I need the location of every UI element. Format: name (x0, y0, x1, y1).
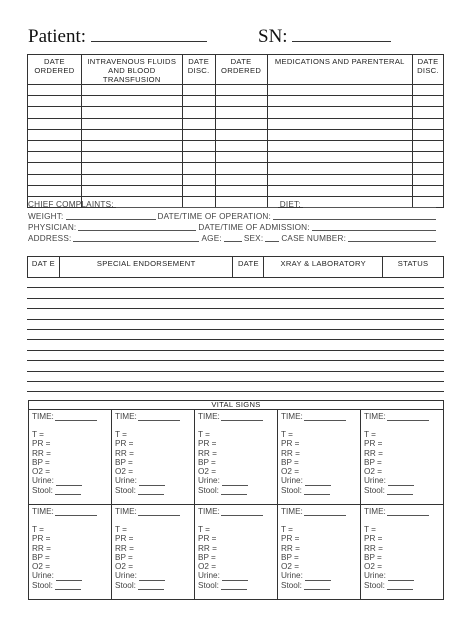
stool-label: Stool: (364, 485, 385, 495)
urine-label: Urine: (364, 476, 386, 486)
vital-param[interactable]: RR = (198, 543, 217, 553)
urine-field (32, 476, 111, 485)
time-label: TIME: (32, 507, 54, 516)
table-cell[interactable] (182, 107, 215, 118)
vital-param[interactable]: O2 = (364, 467, 382, 477)
vital-param[interactable]: BP = (281, 552, 299, 562)
vital-param[interactable]: T = (198, 525, 210, 534)
time-label: TIME: (198, 412, 220, 421)
table-row (28, 107, 444, 118)
col-date-disc: DATE DISC. (182, 55, 215, 85)
chief-complaints-line[interactable] (116, 200, 278, 208)
table-row (28, 140, 444, 151)
address-line[interactable] (73, 234, 199, 242)
table-cell[interactable] (215, 107, 267, 118)
time-line[interactable] (138, 413, 180, 421)
vital-param[interactable]: RR = (281, 448, 300, 458)
urine-field (115, 571, 194, 580)
table-cell[interactable] (215, 140, 267, 151)
urine-line[interactable] (305, 574, 331, 581)
table-row (28, 129, 444, 140)
time-label: TIME: (32, 412, 54, 421)
stool-line[interactable] (221, 583, 247, 590)
vital-param[interactable]: T = (115, 430, 127, 439)
address-label: ADDRESS: (28, 234, 72, 244)
endorsement-line[interactable] (27, 330, 444, 340)
vital-param[interactable]: T = (32, 430, 44, 439)
endorsement-line[interactable] (27, 361, 444, 371)
weight-label: WEIGHT: (28, 211, 64, 221)
table-row (28, 163, 444, 174)
info-row-1 (28, 198, 438, 209)
table-cell[interactable] (81, 107, 182, 118)
col-date-ordered: DATE ORDERED (28, 55, 82, 85)
table-cell[interactable] (81, 185, 182, 196)
time-field (364, 410, 443, 421)
vital-param[interactable]: PR = (281, 439, 300, 449)
weight-line[interactable] (66, 212, 156, 220)
urine-label: Urine: (32, 571, 54, 581)
table-cell[interactable] (182, 163, 215, 174)
stool-label: Stool: (198, 485, 219, 495)
age-label: AGE: (201, 234, 222, 244)
vital-param[interactable]: RR = (364, 448, 383, 458)
vital-signs-cell (29, 505, 112, 600)
vital-param[interactable]: O2 = (198, 562, 216, 572)
table-cell[interactable] (182, 140, 215, 151)
table-cell[interactable] (81, 140, 182, 151)
vital-param[interactable]: O2 = (281, 467, 299, 477)
table-cell[interactable] (28, 107, 82, 118)
table-cell[interactable] (215, 96, 267, 107)
table-cell[interactable] (28, 140, 82, 151)
vital-param[interactable]: PR = (115, 439, 134, 449)
vital-param[interactable]: PR = (281, 534, 300, 544)
stool-field (281, 486, 360, 495)
sn-label: SN: (258, 26, 288, 47)
urine-field (364, 476, 443, 485)
operation-line[interactable] (273, 212, 436, 220)
table-cell[interactable] (413, 140, 444, 151)
endorsement-line[interactable] (27, 320, 444, 330)
physician-line[interactable] (78, 223, 196, 231)
table-row (28, 174, 444, 185)
info-row-2 (28, 209, 438, 220)
table-cell[interactable] (413, 185, 444, 196)
vital-param[interactable]: PR = (364, 439, 383, 449)
table-cell[interactable] (413, 107, 444, 118)
endorsement-line[interactable] (27, 372, 444, 382)
vital-signs-cell (195, 505, 278, 600)
urine-line[interactable] (139, 574, 165, 581)
table-row (28, 152, 444, 163)
table-cell[interactable] (267, 163, 412, 174)
vital-param[interactable]: BP = (115, 457, 133, 467)
table-cell[interactable] (267, 118, 412, 129)
stool-field (364, 486, 443, 495)
time-line[interactable] (55, 508, 97, 516)
sn-line[interactable] (292, 26, 391, 42)
col-iv-fluids: INTRAVENOUS FLUIDS AND BLOOD TRANSFUSION (81, 55, 182, 85)
vital-param[interactable]: T = (281, 525, 293, 534)
info-row-3 (28, 221, 438, 232)
patient-line[interactable] (91, 26, 207, 42)
endorsement-line[interactable] (27, 351, 444, 361)
table-cell[interactable] (215, 174, 267, 185)
vital-param[interactable]: BP = (281, 457, 299, 467)
time-line[interactable] (387, 413, 429, 421)
vital-signs-row (29, 410, 444, 505)
vital-param[interactable]: O2 = (115, 467, 133, 477)
time-field (32, 410, 111, 421)
table-row (28, 85, 444, 96)
table-cell[interactable] (413, 118, 444, 129)
time-field (198, 410, 277, 421)
table-cell[interactable] (28, 185, 82, 196)
vital-param[interactable]: BP = (32, 552, 50, 562)
vital-signs-cell (112, 505, 195, 600)
vital-signs-cell (361, 410, 444, 505)
col-medications: MEDICATIONS AND PARENTERAL (267, 55, 412, 85)
urine-line[interactable] (388, 574, 414, 581)
stool-field (281, 581, 360, 590)
table-cell[interactable] (182, 118, 215, 129)
vital-param[interactable]: PR = (32, 439, 51, 449)
urine-line[interactable] (305, 479, 331, 486)
urine-field (115, 476, 194, 485)
time-line[interactable] (221, 508, 263, 516)
stool-label: Stool: (198, 580, 219, 590)
patient-info-section (28, 198, 438, 243)
sex-label: SEX: (243, 234, 264, 244)
table-cell[interactable] (413, 85, 444, 96)
vital-param[interactable]: RR = (115, 543, 134, 553)
urine-label: Urine: (281, 476, 303, 486)
vital-param[interactable]: BP = (198, 457, 216, 467)
vital-param[interactable]: PR = (198, 439, 217, 449)
table-cell[interactable] (81, 152, 182, 163)
vital-signs-title: VITAL SIGNS (29, 401, 444, 410)
stool-field (198, 486, 277, 495)
table-cell[interactable] (267, 174, 412, 185)
urine-field (198, 571, 277, 580)
stool-line[interactable] (55, 488, 81, 495)
urine-label: Urine: (364, 571, 386, 581)
operation-label: DATE/TIME OF OPERATION: (157, 211, 271, 221)
vital-param[interactable]: PR = (198, 534, 217, 544)
table-cell[interactable] (267, 152, 412, 163)
stool-field (32, 581, 111, 590)
endorsement-line[interactable] (27, 382, 444, 392)
stool-field (198, 581, 277, 590)
table-cell[interactable] (81, 96, 182, 107)
table-cell[interactable] (81, 174, 182, 185)
stool-field (115, 581, 194, 590)
case-number-line[interactable] (348, 234, 436, 242)
vital-param[interactable]: BP = (32, 457, 50, 467)
stool-line[interactable] (387, 583, 413, 590)
time-field (198, 505, 277, 516)
urine-label: Urine: (115, 476, 137, 486)
urine-field (32, 571, 111, 580)
urine-label: Urine: (198, 476, 220, 486)
endorsement-table (27, 256, 444, 278)
stool-line[interactable] (138, 488, 164, 495)
vital-signs-cell (112, 410, 195, 505)
diet-line[interactable] (303, 200, 436, 208)
time-field (115, 505, 194, 516)
vital-param[interactable]: O2 = (364, 562, 382, 572)
vital-param[interactable]: RR = (364, 543, 383, 553)
col-date-2: DATE (233, 257, 264, 278)
endorsement-line[interactable] (27, 288, 444, 298)
vital-param[interactable]: BP = (364, 552, 382, 562)
sn-field (258, 26, 391, 48)
col-date: DAT E (28, 257, 60, 278)
urine-label: Urine: (281, 571, 303, 581)
stool-label: Stool: (364, 580, 385, 590)
time-line[interactable] (221, 413, 263, 421)
stool-line[interactable] (221, 488, 247, 495)
stool-label: Stool: (32, 580, 53, 590)
table-cell[interactable] (267, 107, 412, 118)
time-field (115, 410, 194, 421)
urine-label: Urine: (115, 571, 137, 581)
table-cell[interactable] (215, 185, 267, 196)
vital-param[interactable]: T = (115, 525, 127, 534)
vital-param[interactable]: O2 = (115, 562, 133, 572)
vital-param[interactable]: O2 = (198, 467, 216, 477)
table-cell[interactable] (413, 174, 444, 185)
vital-signs-cell (29, 410, 112, 505)
time-field (281, 505, 360, 516)
age-line[interactable] (224, 234, 242, 242)
table-cell[interactable] (215, 163, 267, 174)
time-label: TIME: (364, 507, 386, 516)
time-line[interactable] (304, 508, 346, 516)
vital-param[interactable]: T = (364, 430, 376, 439)
stool-label: Stool: (281, 580, 302, 590)
col-date-disc-2: DATE DISC. (413, 55, 444, 85)
vital-param[interactable]: BP = (198, 552, 216, 562)
stool-line[interactable] (138, 583, 164, 590)
table-cell[interactable] (81, 129, 182, 140)
time-line[interactable] (387, 508, 429, 516)
urine-field (281, 476, 360, 485)
endorsement-lines (27, 278, 444, 392)
urine-field (198, 476, 277, 485)
time-field (281, 410, 360, 421)
vital-param[interactable]: RR = (115, 448, 134, 458)
table-row (28, 118, 444, 129)
table-cell[interactable] (28, 96, 82, 107)
urine-line[interactable] (222, 479, 248, 486)
time-label: TIME: (281, 412, 303, 421)
vital-signs-table (28, 400, 444, 600)
vital-param[interactable]: RR = (32, 448, 51, 458)
stool-line[interactable] (304, 583, 330, 590)
time-label: TIME: (198, 507, 220, 516)
sex-line[interactable] (265, 234, 279, 242)
vital-param[interactable]: O2 = (281, 562, 299, 572)
time-line[interactable] (304, 413, 346, 421)
time-label: TIME: (115, 507, 137, 516)
urine-line[interactable] (139, 479, 165, 486)
time-label: TIME: (115, 412, 137, 421)
table-cell[interactable] (413, 96, 444, 107)
stool-line[interactable] (387, 488, 413, 495)
table-cell[interactable] (267, 96, 412, 107)
table-cell[interactable] (81, 118, 182, 129)
table-cell[interactable] (267, 85, 412, 96)
table-cell[interactable] (182, 185, 215, 196)
urine-line[interactable] (56, 574, 82, 581)
patient-field (28, 26, 207, 48)
col-special-endorsement: SPECIAL ENDORSEMENT (59, 257, 233, 278)
table-cell[interactable] (182, 85, 215, 96)
table-cell[interactable] (81, 85, 182, 96)
table-cell[interactable] (28, 129, 82, 140)
endorsement-line[interactable] (27, 299, 444, 309)
patient-label: Patient: (28, 26, 87, 47)
table-cell[interactable] (267, 140, 412, 151)
table-cell[interactable] (28, 85, 82, 96)
time-label: TIME: (364, 412, 386, 421)
diet-label: DIET: (279, 200, 301, 210)
urine-field (281, 571, 360, 580)
table-cell[interactable] (413, 163, 444, 174)
table-cell[interactable] (28, 118, 82, 129)
vital-param[interactable]: T = (364, 525, 376, 534)
vital-param[interactable]: PR = (32, 534, 51, 544)
time-label: TIME: (281, 507, 303, 516)
vital-param[interactable]: O2 = (32, 467, 50, 477)
vital-signs-row (29, 505, 444, 600)
table-cell[interactable] (28, 174, 82, 185)
time-line[interactable] (55, 413, 97, 421)
vital-signs-cell (278, 505, 361, 600)
table-cell[interactable] (182, 96, 215, 107)
table-cell[interactable] (215, 152, 267, 163)
stool-label: Stool: (115, 580, 136, 590)
stool-line[interactable] (55, 583, 81, 590)
admission-line[interactable] (312, 223, 436, 231)
medication-table (27, 54, 444, 208)
table-cell[interactable] (413, 129, 444, 140)
info-row-4 (28, 232, 438, 243)
endorsement-line[interactable] (27, 340, 444, 350)
urine-line[interactable] (56, 479, 82, 486)
chief-complaints-label: CHIEF COMPLAINTS: (28, 200, 114, 210)
table-cell[interactable] (267, 129, 412, 140)
stool-label: Stool: (115, 485, 136, 495)
vital-signs-cell (195, 410, 278, 505)
endorsement-line[interactable] (27, 278, 444, 288)
vital-param[interactable]: O2 = (32, 562, 50, 572)
urine-label: Urine: (198, 571, 220, 581)
stool-field (364, 581, 443, 590)
urine-field (364, 571, 443, 580)
time-line[interactable] (138, 508, 180, 516)
table-cell[interactable] (28, 152, 82, 163)
urine-line[interactable] (222, 574, 248, 581)
physician-label: PHYSICIAN: (28, 222, 77, 232)
time-field (32, 505, 111, 516)
time-field (364, 505, 443, 516)
vital-param[interactable]: T = (32, 525, 44, 534)
vital-signs-cell (278, 410, 361, 505)
vital-param[interactable]: RR = (198, 448, 217, 458)
table-cell[interactable] (28, 163, 82, 174)
col-xray-laboratory: XRAY & LABORATORY (264, 257, 383, 278)
vital-param[interactable]: RR = (281, 543, 300, 553)
stool-field (115, 486, 194, 495)
table-cell[interactable] (182, 174, 215, 185)
table-row (28, 96, 444, 107)
vital-param[interactable]: BP = (364, 457, 382, 467)
table-row (28, 185, 444, 196)
stool-label: Stool: (32, 485, 53, 495)
vital-param[interactable]: T = (198, 430, 210, 439)
col-date-ordered-2: DATE ORDERED (215, 55, 267, 85)
case-number-label: CASE NUMBER: (281, 234, 347, 244)
stool-label: Stool: (281, 485, 302, 495)
table-cell[interactable] (215, 85, 267, 96)
vital-param[interactable]: T = (281, 430, 293, 439)
admission-label: DATE/TIME OF ADMISSION: (198, 222, 310, 232)
table-cell[interactable] (81, 163, 182, 174)
stool-field (32, 486, 111, 495)
urine-label: Urine: (32, 476, 54, 486)
endorsement-line[interactable] (27, 309, 444, 319)
table-cell[interactable] (215, 129, 267, 140)
table-cell[interactable] (182, 152, 215, 163)
col-status: STATUS (383, 257, 444, 278)
vital-param[interactable]: PR = (364, 534, 383, 544)
urine-line[interactable] (388, 479, 414, 486)
vital-signs-cell (361, 505, 444, 600)
vital-param[interactable]: BP = (115, 552, 133, 562)
table-cell[interactable] (182, 129, 215, 140)
stool-line[interactable] (304, 488, 330, 495)
vital-param[interactable]: PR = (115, 534, 134, 544)
table-cell[interactable] (267, 185, 412, 196)
table-cell[interactable] (215, 118, 267, 129)
vital-param[interactable]: RR = (32, 543, 51, 553)
table-cell[interactable] (413, 152, 444, 163)
